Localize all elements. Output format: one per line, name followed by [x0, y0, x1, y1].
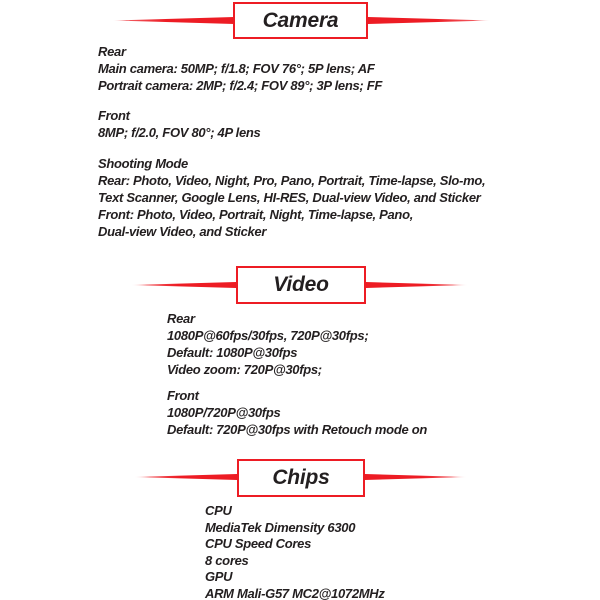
spec-line: Portrait camera: 2MP; f/2.4; FOV 89°; 3P lens; FF — [98, 78, 383, 93]
camera-header-ribbon-left-icon — [112, 17, 234, 24]
section-title-box-video — [236, 266, 366, 304]
spec-line: MediaTek Dimensity 6300 — [205, 519, 356, 535]
spec-heading: GPU — [205, 569, 233, 584]
chips-header-ribbon-right-icon — [365, 474, 467, 480]
spec-heading: Front — [167, 388, 199, 403]
spec-line: Main camera: 50MP; f/1.8; FOV 76°; 5P lens; AF — [98, 61, 375, 76]
chips-specs-group — [205, 503, 385, 600]
section-title-camera: Camera — [262, 8, 339, 32]
section-title-box-chips — [237, 459, 365, 497]
video-rear-group — [167, 310, 368, 378]
spec-line: Default: 720P@30fps with Retouch mode on — [167, 422, 427, 437]
section-title-video: Video — [273, 273, 329, 296]
spec-line: 1080P/720P@30fps — [167, 405, 281, 420]
camera-front-group — [98, 107, 261, 141]
video-header-ribbon-right-icon — [366, 282, 468, 288]
spec-line: ARM Mali-G57 MC2@1072MHz — [205, 585, 385, 600]
spec-line: Video zoom: 720P@30fps; — [167, 362, 322, 377]
section-title-box-camera — [233, 2, 368, 39]
section-title-chips: Chips — [272, 466, 330, 489]
camera-shooting-mode-group — [98, 155, 485, 240]
spec-line: 8MP; f/2.0, FOV 80°; 4P lens — [98, 125, 261, 140]
spec-line: Front: Photo, Video, Portrait, Night, Time-lapse, Pano, — [98, 207, 414, 222]
spec-line: Text Scanner, Google Lens, HI-RES, Dual-view Video, and Sticker — [98, 190, 481, 205]
spec-heading: Front — [98, 108, 130, 123]
chips-header-ribbon-left-icon — [134, 474, 237, 480]
video-front-group — [167, 387, 427, 438]
video-header-ribbon-left-icon — [131, 282, 236, 288]
camera-rear-group — [98, 43, 382, 94]
spec-line: Dual-view Video, and Sticker — [98, 224, 267, 239]
spec-line: 1080P@60fps/30fps, 720P@30fps; — [167, 328, 369, 343]
spec-line: Default: 1080P@30fps — [167, 345, 298, 360]
camera-header-ribbon-right-icon — [368, 17, 491, 24]
spec-heading: Rear — [167, 311, 195, 326]
spec-heading: CPU Speed Cores — [205, 536, 312, 551]
spec-line: 8 cores — [205, 552, 249, 568]
spec-line: Rear: Photo, Video, Night, Pro, Pano, Portrait, Time-lapse, Slo-mo, — [98, 173, 486, 188]
spec-heading: Shooting Mode — [98, 156, 188, 171]
spec-heading: Rear — [98, 44, 126, 59]
spec-heading: CPU — [205, 503, 232, 518]
